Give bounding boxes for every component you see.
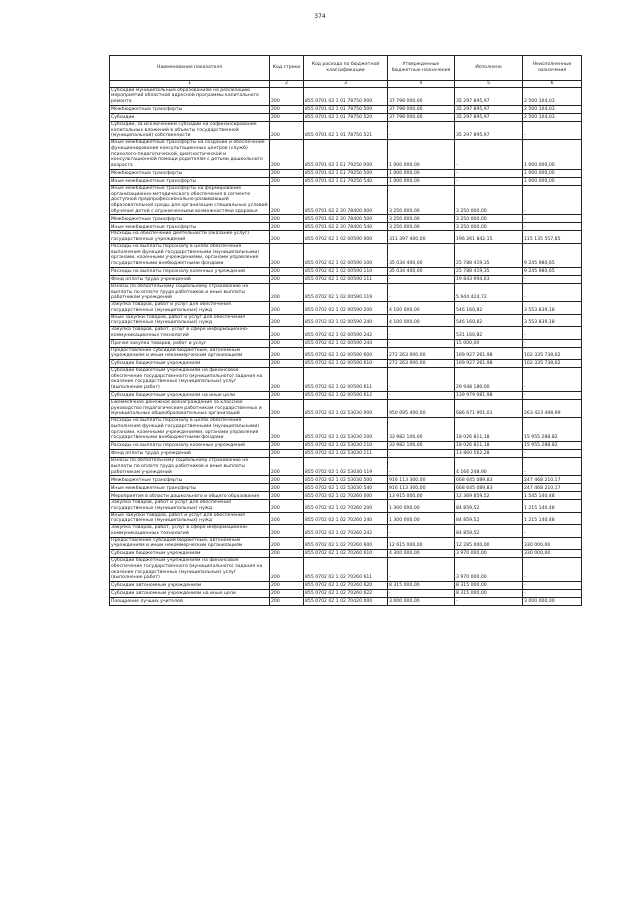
header-remaining: Неисполненные назначения xyxy=(523,56,582,81)
row-code: 200 xyxy=(270,339,304,347)
column-number: 2 xyxy=(270,81,304,88)
row-name: Расходы на выплаты персоналу в целях обеспечения выполнения функций государственными (муниципальными) органами, казенными учреждениями, органами управления государственными внебюджетными фондами xyxy=(110,418,270,442)
row-approved: 1 000 000,00 xyxy=(388,140,455,170)
row-approved: 916 113 300,00 xyxy=(388,484,455,492)
row-remaining: 1 215 140,48 xyxy=(523,500,582,512)
row-kbk: 855 0702 02 1 02 00590 610 xyxy=(304,359,388,367)
table-row xyxy=(110,339,582,347)
row-executed: 29 948 180,00 xyxy=(455,367,523,391)
row-approved: 272 263 000,00 xyxy=(388,359,455,367)
row-kbk: 855 0702 02 1 02 00590 110 xyxy=(304,267,388,275)
row-approved: 3 250 000,00 xyxy=(388,223,455,231)
row-code: 200 xyxy=(270,231,304,243)
header-executed: Исполнено xyxy=(455,56,523,81)
row-name: Иные закупки товаров, работ и услуг для обеспечения государственных (муниципальных) нужд xyxy=(110,512,270,524)
row-remaining: - xyxy=(523,582,582,590)
row-remaining: 263 423 498,99 xyxy=(523,399,582,417)
table-row xyxy=(110,347,582,359)
row-remaining: 1 000 000,00 xyxy=(523,177,582,185)
row-code: 200 xyxy=(270,140,304,170)
row-remaining: - xyxy=(523,458,582,476)
row-executed: - xyxy=(455,169,523,177)
row-executed: 15 000,00 xyxy=(455,339,523,347)
row-code: 200 xyxy=(270,121,304,139)
row-approved: - xyxy=(388,283,455,301)
header-name: Наименование показателя xyxy=(110,56,270,81)
row-code: 200 xyxy=(270,418,304,442)
row-code: 200 xyxy=(270,113,304,121)
row-kbk: 855 0702 02 1 02 00590 242 xyxy=(304,327,388,339)
table-row xyxy=(110,267,582,275)
row-approved: 4 100 000,00 xyxy=(388,314,455,326)
row-code: 200 xyxy=(270,327,304,339)
row-executed: 8 315 000,00 xyxy=(455,590,523,598)
row-name: Мероприятия в области дошкольного и общего образования xyxy=(110,492,270,500)
row-name: Расходы на обеспечение деятельности (оказание услуг) государственных учреждений xyxy=(110,231,270,243)
column-number: 1 xyxy=(110,81,270,88)
row-executed: 12 285 000,00 xyxy=(455,537,523,549)
row-kbk: 855 0702 02 1 02 70260 611 xyxy=(304,558,388,582)
table-row xyxy=(110,359,582,367)
row-approved: 272 263 000,00 xyxy=(388,347,455,359)
row-name: Иные межбюджетные трансферты на формирование организационно-методического обеспечения в сегменте доступной предпрофессионально-развивающей образовательной среды для организации специальных условий обучения детей с ограниченными возможностями здоровья xyxy=(111,185,268,214)
row-approved: - xyxy=(388,450,455,458)
row-kbk: 855 0702 02 1 02 53030 000 xyxy=(304,399,388,417)
row-kbk: 855 0701 02 1 01 78750 521 xyxy=(304,121,388,139)
row-name: Поощрение лучших учителей xyxy=(110,598,270,606)
row-code: 200 xyxy=(270,558,304,582)
row-kbk: 855 0702 02 1 02 70260 242 xyxy=(304,525,388,537)
row-executed: - xyxy=(455,598,523,606)
row-remaining: - xyxy=(523,391,582,399)
row-kbk: 855 0702 02 1 02 00590 200 xyxy=(304,302,388,314)
row-remaining: - xyxy=(523,215,582,223)
table-row xyxy=(110,458,582,476)
table-row xyxy=(110,598,582,606)
row-executed: 18 026 811,18 xyxy=(455,418,523,442)
row-executed: 546 160,82 xyxy=(455,302,523,314)
row-remaining: 9 245 980,65 xyxy=(523,267,582,275)
row-code: 200 xyxy=(270,399,304,417)
row-kbk: 855 0702 02 1 02 53030 119 xyxy=(304,458,388,476)
row-name: Взносы по обязательному социальному страхованию на выплаты по оплате труда работников и иные выплаты работникам учреждений xyxy=(110,458,270,476)
row-code: 200 xyxy=(270,347,304,359)
row-approved: 1 300 000,00 xyxy=(388,512,455,524)
row-executed: 35 297 895,97 xyxy=(455,121,523,139)
header-code: Код строки xyxy=(270,56,304,81)
row-kbk: 855 0702 02 1 02 00590 611 xyxy=(304,367,388,391)
row-approved: 916 113 300,00 xyxy=(388,476,455,484)
row-remaining: 102 335 738,02 xyxy=(523,359,582,367)
table-row xyxy=(110,492,582,500)
table-row xyxy=(110,537,582,549)
header-kbk: Код расхода по бюджетной классификации xyxy=(304,56,388,81)
table-row xyxy=(110,314,582,326)
row-name: Субсидии xyxy=(110,113,270,121)
row-code: 200 xyxy=(270,537,304,549)
row-executed: 3 250 000,00 xyxy=(455,223,523,231)
row-code: 200 xyxy=(270,177,304,185)
column-number: 6 xyxy=(523,81,582,88)
row-name: Иные закупки товаров, работ и услуг для обеспечения государственных (муниципальных) нужд xyxy=(110,314,270,326)
row-name: Субсидии автономным учреждениям на иные цели xyxy=(110,590,270,598)
row-approved: 4 100 000,00 xyxy=(388,302,455,314)
table-row xyxy=(110,223,582,231)
table-row xyxy=(110,113,582,121)
row-code: 200 xyxy=(270,550,304,558)
row-name: Закупка товаров, работ, услуг в сфере информационно-коммуникационных технологий xyxy=(110,327,270,339)
row-code: 200 xyxy=(270,243,304,267)
row-executed: 546 160,82 xyxy=(455,314,523,326)
row-executed: 668 645 089,83 xyxy=(455,476,523,484)
row-kbk: 855 0701 02 1 Е1 79250 500 xyxy=(304,169,388,177)
row-approved: - xyxy=(388,525,455,537)
row-kbk: 855 0702 02 1 02 00590 100 xyxy=(304,243,388,267)
row-name: Закупка товаров, работ и услуг для обеспечения государственных (муниципальных) нужд xyxy=(110,302,270,314)
column-number-row xyxy=(110,81,582,88)
column-number: 3 xyxy=(304,81,388,88)
row-kbk: 855 0702 02 1 02 00590 000 xyxy=(304,231,388,243)
row-executed: 686 671 901,01 xyxy=(455,399,523,417)
row-code: 200 xyxy=(270,223,304,231)
row-approved: 35 034 400,00 xyxy=(388,267,455,275)
row-approved: 311 397 400,00 xyxy=(388,231,455,243)
table-row xyxy=(110,476,582,484)
row-kbk: 855 0702 02 1 02 00590 612 xyxy=(304,391,388,399)
row-code: 200 xyxy=(270,476,304,484)
table-row xyxy=(110,302,582,314)
row-name: Предоставление субсидий бюджетным, автономным учреждениям и иным некоммерческим организациям xyxy=(110,537,270,549)
table-row xyxy=(110,367,582,391)
row-remaining: 15 955 288,82 xyxy=(523,442,582,450)
row-approved: 1 300 000,00 xyxy=(388,500,455,512)
row-approved: 1 000 000,00 xyxy=(388,177,455,185)
row-kbk: 855 0702 02 1 02 70420 000 xyxy=(304,598,388,606)
row-remaining: - xyxy=(523,327,582,339)
table-row xyxy=(110,177,582,185)
row-code: 200 xyxy=(270,598,304,606)
row-kbk: 855 0701 02 2 20 78400 000 xyxy=(304,185,388,215)
table-body xyxy=(110,87,582,605)
row-executed: 3 970 000,00 xyxy=(455,558,523,582)
row-executed: 196 261 842,15 xyxy=(455,231,523,243)
row-approved: - xyxy=(388,590,455,598)
row-name: Субсидии, за исключением субсидий на софинансирование капитальных вложений в объекты государственной (муниципальной) собственности xyxy=(110,121,270,139)
row-kbk: 855 0702 02 1 02 00590 244 xyxy=(304,339,388,347)
table-row xyxy=(110,215,582,223)
row-remaining: 1 215 140,48 xyxy=(523,512,582,524)
table-row xyxy=(110,418,582,442)
row-code: 200 xyxy=(270,87,304,105)
table-row xyxy=(110,442,582,450)
row-approved: 13 915 000,00 xyxy=(388,492,455,500)
row-name: Предоставление субсидий бюджетным, автономным учреждениям и иным некоммерческим организациям xyxy=(110,347,270,359)
table-row xyxy=(110,399,582,417)
row-name: Расходы на выплаты персоналу казенных учреждений xyxy=(110,267,270,275)
row-approved: - xyxy=(388,339,455,347)
row-kbk: 855 0702 02 1 02 53030 111 xyxy=(304,450,388,458)
row-name: Иные межбюджетные трансферты xyxy=(110,177,270,185)
row-code: 200 xyxy=(270,185,304,215)
row-executed: 84 859,52 xyxy=(455,512,523,524)
table-row xyxy=(110,121,582,139)
table-row xyxy=(110,484,582,492)
row-code: 200 xyxy=(270,582,304,590)
row-name: Фонд оплаты труда учреждений xyxy=(110,275,270,283)
row-code: 200 xyxy=(270,367,304,391)
row-code: 200 xyxy=(270,275,304,283)
row-kbk: 855 0702 02 1 02 70260 600 xyxy=(304,537,388,549)
row-name: Расходы на выплаты персоналу казенных учреждений xyxy=(110,442,270,450)
row-remaining: - xyxy=(523,590,582,598)
row-executed: 8 315 000,00 xyxy=(455,582,523,590)
row-code: 200 xyxy=(270,215,304,223)
row-executed: 84 859,52 xyxy=(455,500,523,512)
row-remaining: 1 000 000,00 xyxy=(523,169,582,177)
row-name: Иные межбюджетные трансферты xyxy=(110,484,270,492)
row-remaining: - xyxy=(523,283,582,301)
table-row xyxy=(110,327,582,339)
row-name: Прочая закупка товаров, работ и услуг xyxy=(110,339,270,347)
row-executed: 35 297 895,97 xyxy=(455,113,523,121)
row-kbk: 855 0701 02 2 20 78400 540 xyxy=(304,223,388,231)
row-executed: 84 859,52 xyxy=(455,525,523,537)
row-code: 200 xyxy=(270,512,304,524)
row-remaining: - xyxy=(523,223,582,231)
row-name: Межбюджетные трансферты xyxy=(110,105,270,113)
row-remaining: 3 553 839,18 xyxy=(523,302,582,314)
row-approved: - xyxy=(388,275,455,283)
row-executed: 12 369 859,52 xyxy=(455,492,523,500)
row-code: 200 xyxy=(270,105,304,113)
row-remaining: - xyxy=(523,525,582,537)
row-code: 200 xyxy=(270,590,304,598)
row-name: Иные межбюджетные трансферты xyxy=(110,223,270,231)
row-approved: - xyxy=(388,558,455,582)
row-name: Взносы по обязательному социальному страхованию на выплаты по оплате труда работников и иные выплаты работникам учреждений xyxy=(110,283,270,301)
row-executed: 169 927 261,98 xyxy=(455,347,523,359)
row-executed: 25 788 419,35 xyxy=(455,267,523,275)
table-row xyxy=(110,87,582,105)
row-remaining: 9 245 980,65 xyxy=(523,243,582,267)
table-row xyxy=(110,243,582,267)
row-code: 200 xyxy=(270,525,304,537)
row-code: 200 xyxy=(270,492,304,500)
row-executed: 3 970 000,00 xyxy=(455,550,523,558)
table-row xyxy=(110,590,582,598)
row-approved: 37 798 000,00 xyxy=(388,113,455,121)
row-name: Субсидии бюджетным учреждениям xyxy=(110,550,270,558)
table-row xyxy=(110,550,582,558)
row-kbk: 855 0702 02 1 02 00590 119 xyxy=(304,283,388,301)
row-executed: 35 297 895,97 xyxy=(455,87,523,105)
table-row xyxy=(110,558,582,582)
row-approved: 1 000 000,00 xyxy=(388,169,455,177)
row-code: 200 xyxy=(270,302,304,314)
row-approved: 33 982 100,00 xyxy=(388,442,455,450)
row-kbk: 855 0701 02 1 01 78750 520 xyxy=(304,113,388,121)
row-approved: - xyxy=(388,391,455,399)
row-kbk: 855 0702 02 1 02 70260 610 xyxy=(304,550,388,558)
row-name: Ежемесячное денежное вознаграждение за классное руководство педагогическим работникам государственных и муниципальных общеобразовательных организаций xyxy=(110,399,270,417)
row-kbk: 855 0702 02 1 02 70260 620 xyxy=(304,582,388,590)
row-kbk: 855 0702 02 1 02 00590 600 xyxy=(304,347,388,359)
table-row xyxy=(110,582,582,590)
row-name: Субсидии бюджетным учреждениям на финансовое обеспечение государственного (муниципального) задания на оказание государственных (муниципальных) услуг (выполнение работ) xyxy=(110,367,270,391)
column-number: 4 xyxy=(388,81,455,88)
row-name: Межбюджетные трансферты xyxy=(110,476,270,484)
row-executed: 4 166 248,90 xyxy=(455,458,523,476)
row-remaining: 330 000,00 xyxy=(523,537,582,549)
table-row xyxy=(110,283,582,301)
row-approved: 37 798 000,00 xyxy=(388,87,455,105)
table-row xyxy=(110,105,582,113)
row-kbk: 855 0701 02 1 01 78750 500 xyxy=(304,105,388,113)
row-name: Межбюджетные трансферты xyxy=(110,169,270,177)
row-executed: 3 250 000,00 xyxy=(455,215,523,223)
row-name: Субсидии бюджетным учреждениям на финансовое обеспечение государственного (муниципального) задания на оказание государственных (муниципальных) услуг (выполнение работ) xyxy=(110,558,270,582)
column-number: 5 xyxy=(455,81,523,88)
row-code: 200 xyxy=(270,169,304,177)
row-code: 200 xyxy=(270,458,304,476)
row-remaining: - xyxy=(523,367,582,391)
row-approved: 3 000 000,00 xyxy=(388,598,455,606)
row-remaining: 247 468 210,17 xyxy=(523,476,582,484)
row-code: 200 xyxy=(270,442,304,450)
row-remaining: - xyxy=(523,275,582,283)
row-approved: - xyxy=(388,327,455,339)
row-remaining: 3 000 000,00 xyxy=(523,598,582,606)
row-code: 200 xyxy=(270,500,304,512)
table-row xyxy=(110,512,582,524)
row-kbk: 855 0702 02 1 02 53030 540 xyxy=(304,484,388,492)
row-approved: 35 034 400,00 xyxy=(388,243,455,267)
row-remaining: 2 500 104,03 xyxy=(523,87,582,105)
row-code: 200 xyxy=(270,267,304,275)
row-remaining: 330 000,00 xyxy=(523,550,582,558)
row-code: 200 xyxy=(270,314,304,326)
row-remaining: 2 500 104,03 xyxy=(523,113,582,121)
table-row xyxy=(110,275,582,283)
row-kbk: 855 0702 02 1 02 70260 200 xyxy=(304,500,388,512)
row-executed: 668 645 089,83 xyxy=(455,484,523,492)
row-executed: - xyxy=(455,177,523,185)
row-approved: 33 982 100,00 xyxy=(388,418,455,442)
row-approved: 12 615 000,00 xyxy=(388,537,455,549)
row-approved: 4 300 000,00 xyxy=(388,550,455,558)
row-name: Закупка товаров, работ и услуг для обеспечения государственных (муниципальных) нужд xyxy=(110,500,270,512)
row-remaining: 247 468 210,17 xyxy=(523,484,582,492)
row-executed: 35 297 895,97 xyxy=(455,105,523,113)
row-remaining: 15 955 288,82 xyxy=(523,418,582,442)
row-code: 200 xyxy=(270,283,304,301)
row-approved: - xyxy=(388,458,455,476)
row-kbk: 855 0702 02 1 02 70260 000 xyxy=(304,492,388,500)
row-kbk: 855 0701 02 1 Е1 79250 000 xyxy=(304,140,388,170)
row-code: 200 xyxy=(270,450,304,458)
row-kbk: 855 0701 02 1 Е1 79250 540 xyxy=(304,177,388,185)
row-name: Фонд оплаты труда учреждений xyxy=(110,450,270,458)
row-name: Субсидии муниципальным образованиям на реализацию мероприятий областной адресной программы капитального ремонта xyxy=(110,87,270,105)
row-remaining: - xyxy=(523,185,582,215)
row-remaining: 115 135 557,85 xyxy=(523,231,582,243)
row-kbk: 855 0702 02 1 02 53030 500 xyxy=(304,476,388,484)
row-name: Субсидии автономным учреждениям xyxy=(110,582,270,590)
table-header xyxy=(110,56,582,88)
row-kbk: 855 0702 02 1 02 00590 111 xyxy=(304,275,388,283)
row-name: Расходы на выплаты персоналу в целях обеспечения выполнения функций государственными (муниципальными) органами, казенными учреждениями, органами управления государственными внебюджетными фондами xyxy=(110,243,270,267)
row-executed: 19 843 994,63 xyxy=(455,275,523,283)
row-code: 200 xyxy=(270,391,304,399)
row-remaining: 1 545 140,48 xyxy=(523,492,582,500)
row-remaining: 3 553 839,18 xyxy=(523,314,582,326)
row-executed: 18 026 811,18 xyxy=(455,442,523,450)
row-code: 200 xyxy=(270,484,304,492)
table-row xyxy=(110,231,582,243)
row-approved: 3 250 000,00 xyxy=(388,215,455,223)
row-kbk: 855 0701 02 2 20 78400 500 xyxy=(304,215,388,223)
table-row xyxy=(110,525,582,537)
row-approved: 8 315 000,00 xyxy=(388,582,455,590)
table-row xyxy=(110,500,582,512)
row-name: Субсидии бюджетным учреждениям xyxy=(110,359,270,367)
row-name: Иные межбюджетные трансферты на создание и обеспечение функционирования консультационных центров (служб) психолого-педагогической, диагностической и консультационной помощи родителям с детьми дошкольного возраста xyxy=(110,140,270,170)
table-row xyxy=(110,140,582,170)
row-approved: - xyxy=(388,367,455,391)
row-executed: 3 250 000,00 xyxy=(455,185,523,215)
budget-execution-table xyxy=(109,55,582,606)
row-kbk: 855 0702 02 1 02 53030 110 xyxy=(304,442,388,450)
table-row xyxy=(110,169,582,177)
row-executed: 5 944 424,72 xyxy=(455,283,523,301)
row-kbk: 855 0701 02 1 01 78750 000 xyxy=(304,87,388,105)
row-approved: 950 095 400,00 xyxy=(388,399,455,417)
row-kbk: 855 0702 02 1 02 70260 622 xyxy=(304,590,388,598)
row-remaining: - xyxy=(523,450,582,458)
row-remaining: - xyxy=(523,121,582,139)
row-approved: 37 798 000,00 xyxy=(388,105,455,113)
row-remaining: 2 500 104,03 xyxy=(523,105,582,113)
row-approved: - xyxy=(388,121,455,139)
row-executed: - xyxy=(455,140,523,170)
row-executed: 531 160,82 xyxy=(455,327,523,339)
row-kbk: 855 0702 02 1 02 70260 240 xyxy=(304,512,388,524)
row-executed: 13 860 562,28 xyxy=(455,450,523,458)
row-name: Закупка товаров, работ, услуг в сфере информационно-коммуникационных технологий xyxy=(110,525,270,537)
row-name: Межбюджетные трансферты xyxy=(110,215,270,223)
row-remaining: 102 335 738,02 xyxy=(523,347,582,359)
table-row xyxy=(110,450,582,458)
row-remaining: - xyxy=(523,558,582,582)
row-executed: 169 927 261,98 xyxy=(455,359,523,367)
row-approved: 3 250 000,00 xyxy=(388,185,455,215)
row-kbk: 855 0702 02 1 02 00590 240 xyxy=(304,314,388,326)
row-remaining: 1 000 000,00 xyxy=(523,140,582,170)
row-executed: 139 979 081,98 xyxy=(455,391,523,399)
table-row xyxy=(110,185,582,215)
row-kbk: 855 0702 02 1 02 53030 100 xyxy=(304,418,388,442)
header-approved: Утвержденные бюджетные назначения xyxy=(388,56,455,81)
row-executed: 25 788 419,35 xyxy=(455,243,523,267)
table-row xyxy=(110,391,582,399)
row-code: 200 xyxy=(270,359,304,367)
row-name: Субсидии бюджетным учреждениям на иные цели xyxy=(110,391,270,399)
page-number: 374 xyxy=(314,13,326,20)
row-remaining: - xyxy=(523,339,582,347)
